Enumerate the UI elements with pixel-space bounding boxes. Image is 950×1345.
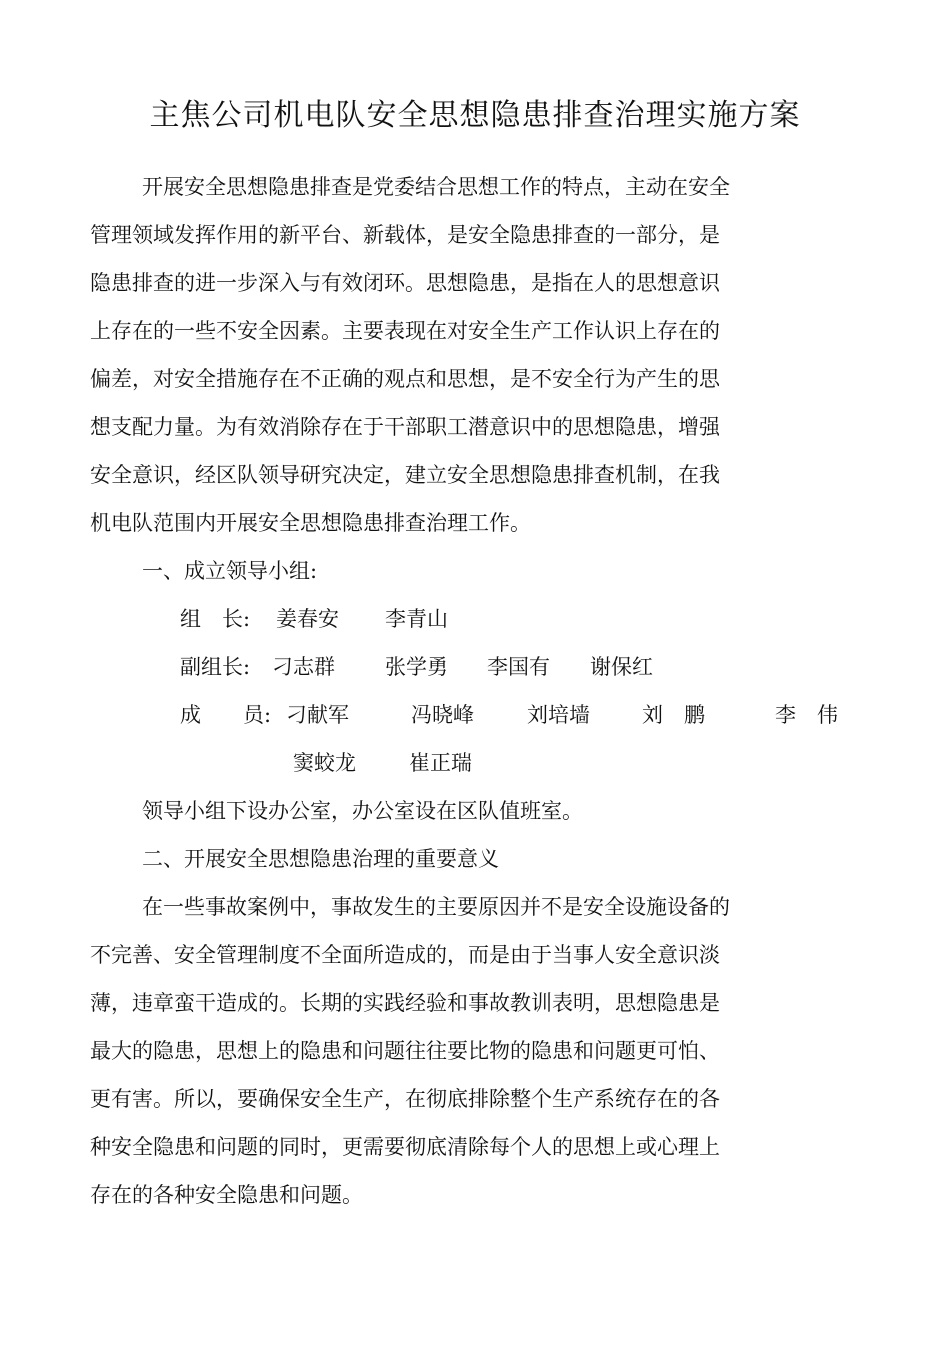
paragraph-line: 存在的各种安全隐患和问题。 [90, 1183, 363, 1207]
leader-name: 李青山 [385, 607, 448, 631]
paragraph-line: 偏差，对安全措施存在不正确的观点和思想，是不安全行为产生的思 [90, 367, 720, 391]
paragraph-line: 更有害。所以，要确保安全生产，在彻底排除整个生产系统存在的各 [90, 1087, 720, 1111]
paragraph-line: 开展安全思想隐患排查是党委结合思想工作的特点，主动在安全 [142, 175, 730, 199]
deputy-name: 谢保红 [590, 655, 653, 679]
member-name: 刁献军 [286, 703, 349, 727]
member-name: 窦蛟龙 [293, 751, 356, 775]
paragraph-line: 薄，违章蛮干造成的。长期的实践经验和事故教训表明，思想隐患是 [90, 991, 720, 1015]
paragraph-line: 机电队范围内开展安全思想隐患排查治理工作。 [90, 511, 531, 535]
member-name: 刘 鹏 [642, 703, 705, 727]
paragraph-line: 隐患排查的进一步深入与有效闭环。思想隐患，是指在人的思想意识 [90, 271, 720, 295]
paragraph-line: 不完善、安全管理制度不全面所造成的，而是由于当事人安全意识淡 [90, 943, 720, 967]
deputy-name: 张学勇 [385, 655, 448, 679]
paragraph-line: 安全意识，经区队领导研究决定，建立安全思想隐患排查机制，在我 [90, 463, 720, 487]
paragraph-line: 种安全隐患和问题的同时，更需要彻底清除每个人的思想上或心理上 [90, 1135, 720, 1159]
member-name: 李 伟 [775, 703, 838, 727]
paragraph-line: 想支配力量。为有效消除存在于干部职工潜意识中的思想隐患，增强 [90, 415, 720, 439]
paragraph-line: 管理领域发挥作用的新平台、新载体，是安全隐患排查的一部分，是 [90, 223, 720, 247]
section-heading: 二、开展安全思想隐患治理的重要意义 [142, 847, 499, 871]
section-heading: 一、成立领导小组: [142, 559, 318, 583]
document-title: 主焦公司机电队安全思想隐患排查治理实施方案 [149, 98, 801, 133]
paragraph-line: 最大的隐患，思想上的隐患和问题往往要比物的隐患和问题更可怕、 [90, 1039, 720, 1063]
member-name: 刘培墙 [527, 703, 590, 727]
office-note: 领导小组下设办公室，办公室设在区队值班室。 [142, 799, 583, 823]
member-name: 冯晓峰 [411, 703, 474, 727]
member-label: 成 员: [180, 703, 272, 727]
leader-label: 组 长: [180, 607, 251, 631]
deputy-name: 刁志群 [272, 655, 335, 679]
deputy-name: 李国有 [487, 655, 550, 679]
deputy-label: 副组长: [180, 655, 251, 679]
leader-name: 姜春安 [276, 607, 339, 631]
paragraph-line: 上存在的一些不安全因素。主要表现在对安全生产工作认识上存在的 [90, 319, 720, 343]
member-name: 崔正瑞 [409, 751, 472, 775]
paragraph-line: 在一些事故案例中，事故发生的主要原因并不是安全设施设备的 [142, 895, 730, 919]
